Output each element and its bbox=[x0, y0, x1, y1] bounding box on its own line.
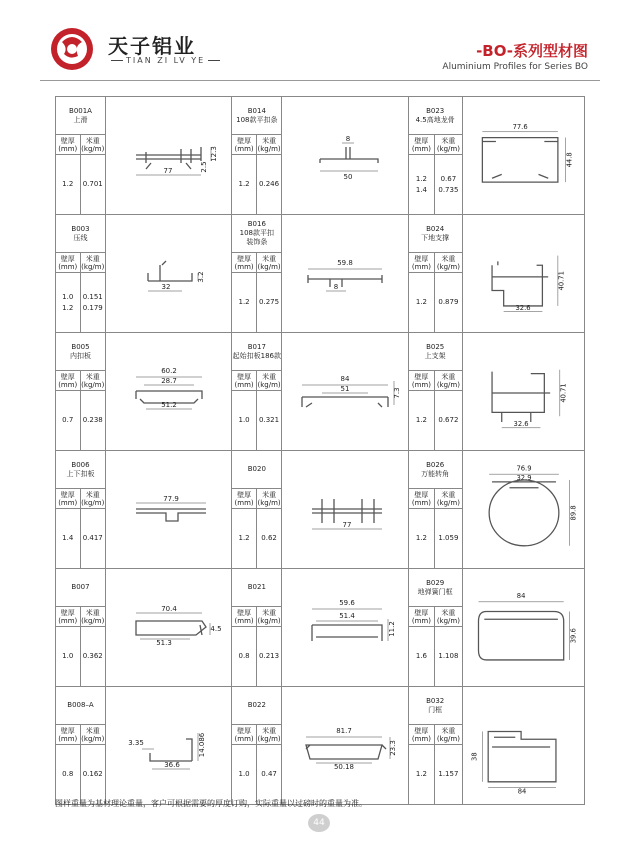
profile-cell bbox=[232, 215, 408, 333]
profile-section-diagram bbox=[282, 687, 408, 804]
profile-header bbox=[232, 725, 281, 745]
profile-values bbox=[409, 627, 462, 686]
thickness-header: 壁厚 (mm) bbox=[56, 371, 81, 390]
profile-header bbox=[409, 489, 462, 509]
dimension-label: 81.7 bbox=[336, 727, 353, 735]
profile-info bbox=[409, 97, 463, 214]
dimension-label: 89.8 bbox=[568, 505, 577, 521]
dimension-label: 76.9 bbox=[516, 464, 532, 473]
profile-info bbox=[56, 451, 106, 568]
profile-drawing bbox=[282, 215, 408, 332]
profile-shape bbox=[478, 612, 563, 660]
thickness-header: 壁厚 (mm) bbox=[56, 725, 81, 744]
profile-values bbox=[232, 509, 281, 568]
thickness-value: 1.4 bbox=[56, 509, 81, 568]
weight-header: 米重 (kg/m) bbox=[81, 491, 105, 507]
profile-code: B020 bbox=[232, 451, 281, 489]
dimension-label: 59.6 bbox=[339, 599, 356, 607]
thickness-value: 0.7 bbox=[56, 391, 81, 450]
dimension-label: 44.8 bbox=[565, 152, 574, 168]
profile-cell bbox=[56, 569, 232, 687]
weight-value: 0.62 bbox=[261, 534, 277, 542]
weight-header: 米重 (kg/m) bbox=[257, 609, 281, 625]
weight-value: 0.151 0.179 bbox=[82, 292, 103, 312]
profile-code: B025 上支架 bbox=[409, 333, 462, 371]
dimension-label: 51.4 bbox=[339, 612, 356, 620]
profile-info bbox=[56, 215, 106, 332]
dimension-line bbox=[478, 602, 569, 660]
profile-shape bbox=[308, 275, 382, 287]
profile-shape bbox=[136, 147, 201, 169]
weight-header: 米重 (kg/m) bbox=[436, 727, 460, 743]
profile-header bbox=[232, 371, 281, 391]
weight-header: 米重 (kg/m) bbox=[81, 137, 105, 153]
profile-info bbox=[56, 569, 106, 686]
profile-drawing bbox=[106, 687, 232, 804]
brand-logo-icon bbox=[44, 24, 106, 74]
dimension-label: 77.9 bbox=[163, 495, 179, 503]
profile-section-diagram bbox=[106, 97, 232, 214]
brand-name-cn: 天子铝业 bbox=[108, 34, 196, 58]
profile-values bbox=[56, 155, 105, 214]
weight-value: 0.879 bbox=[438, 298, 459, 306]
profile-code: B007 bbox=[56, 569, 105, 607]
profile-drawing bbox=[282, 97, 408, 214]
profile-cell bbox=[232, 451, 408, 569]
thickness-value: 1.0 bbox=[56, 627, 81, 686]
profile-drawing bbox=[282, 333, 408, 450]
thickness-header: 壁厚 (mm) bbox=[232, 607, 257, 626]
profile-code: B003 压线 bbox=[56, 215, 105, 253]
dimension-label: 32.6 bbox=[515, 303, 531, 312]
profile-info bbox=[56, 687, 106, 804]
weight-value: 0.672 bbox=[438, 416, 459, 424]
thickness-value: 0.8 bbox=[56, 745, 81, 804]
profile-shape bbox=[302, 397, 388, 407]
profile-info bbox=[409, 687, 463, 804]
weight-value: 0.238 bbox=[82, 416, 103, 424]
weight-header: 米重 (kg/m) bbox=[257, 373, 281, 389]
profile-code: B026 万能转角 bbox=[409, 451, 462, 489]
profile-drawing bbox=[463, 451, 585, 568]
profile-values bbox=[56, 627, 105, 686]
profile-header bbox=[56, 253, 105, 273]
profile-header bbox=[56, 725, 105, 745]
profile-code: B029 地弹簧门框 bbox=[409, 569, 462, 607]
thickness-value: 1.2 bbox=[232, 273, 257, 332]
thickness-header: 壁厚 (mm) bbox=[56, 135, 81, 154]
profile-code: B022 bbox=[232, 687, 281, 725]
thickness-header: 壁厚 (mm) bbox=[409, 607, 436, 626]
weight-value: 0.275 bbox=[259, 298, 280, 306]
weight-header: 米重 (kg/m) bbox=[257, 491, 281, 507]
profile-header bbox=[56, 371, 105, 391]
dimension-label: 40.71 bbox=[559, 383, 568, 403]
dimension-line bbox=[482, 731, 556, 787]
thickness-value: 1.2 bbox=[409, 509, 436, 568]
profile-code: B021 bbox=[232, 569, 281, 607]
profile-values bbox=[232, 391, 281, 450]
header-divider bbox=[40, 80, 600, 81]
thickness-value: 1.2 1.4 bbox=[409, 155, 436, 214]
profile-cell bbox=[408, 333, 584, 451]
thickness-header: 壁厚 (mm) bbox=[232, 135, 257, 154]
profile-header bbox=[56, 135, 105, 155]
profile-table bbox=[55, 96, 585, 805]
profile-cell bbox=[232, 687, 408, 805]
table-row bbox=[56, 687, 585, 805]
profile-section-diagram bbox=[463, 215, 585, 332]
dimension-label: 59.8 bbox=[337, 259, 354, 267]
profile-drawing bbox=[463, 569, 585, 686]
profile-values bbox=[56, 745, 105, 804]
thickness-header: 壁厚 (mm) bbox=[409, 253, 436, 272]
profile-section-diagram bbox=[106, 569, 232, 686]
dimension-label: 11.2 bbox=[388, 621, 397, 637]
thickness-header: 壁厚 (mm) bbox=[232, 253, 257, 272]
thickness-header: 壁厚 (mm) bbox=[56, 607, 81, 626]
dimension-label: 50.18 bbox=[334, 763, 355, 771]
thickness-value: 1.2 bbox=[409, 745, 436, 804]
profile-section-diagram bbox=[463, 97, 585, 214]
thickness-value: 1.2 bbox=[409, 391, 436, 450]
profile-drawing bbox=[106, 569, 232, 686]
profile-cell bbox=[408, 215, 584, 333]
thickness-header: 壁厚 (mm) bbox=[56, 253, 81, 272]
profile-values bbox=[232, 745, 281, 804]
profile-info bbox=[409, 451, 463, 568]
profile-values bbox=[56, 391, 105, 450]
thickness-value: 1.0 bbox=[232, 745, 257, 804]
dimension-label: 2.5 bbox=[200, 161, 208, 173]
table-row bbox=[56, 451, 585, 569]
profile-code: B016 108款平扣 装饰条 bbox=[232, 215, 281, 253]
dimension-label: 8 bbox=[346, 135, 351, 143]
dimension-label: 8 bbox=[334, 283, 339, 291]
dimension-label: 7.3 bbox=[393, 387, 402, 399]
profile-shape bbox=[320, 147, 378, 163]
profile-info bbox=[232, 569, 282, 686]
weight-value: 0.321 bbox=[259, 416, 280, 424]
profile-shape bbox=[492, 372, 550, 422]
thickness-value: 1.0 1.2 bbox=[56, 273, 81, 332]
profile-code: B008–A bbox=[56, 687, 105, 725]
profile-drawing bbox=[106, 97, 232, 214]
profile-drawing bbox=[282, 451, 408, 568]
weight-header: 米重 (kg/m) bbox=[81, 373, 105, 389]
weight-value: 1.108 bbox=[438, 652, 459, 660]
profile-header bbox=[232, 135, 281, 155]
profile-cell bbox=[56, 451, 232, 569]
profile-info bbox=[232, 451, 282, 568]
profile-section-diagram bbox=[463, 569, 585, 686]
dimension-line bbox=[482, 132, 565, 182]
profile-code: B017 起始扣板186款 bbox=[232, 333, 281, 371]
profile-header bbox=[56, 607, 105, 627]
weight-header: 米重 (kg/m) bbox=[257, 727, 281, 743]
profile-shape bbox=[488, 731, 556, 781]
weight-value: 0.701 bbox=[82, 180, 103, 188]
profile-header bbox=[232, 607, 281, 627]
thickness-header: 壁厚 (mm) bbox=[409, 135, 436, 154]
thickness-header: 壁厚 (mm) bbox=[409, 725, 436, 744]
profile-values bbox=[232, 273, 281, 332]
weight-header: 米重 (kg/m) bbox=[436, 609, 460, 625]
thickness-header: 壁厚 (mm) bbox=[409, 371, 436, 390]
profile-header bbox=[409, 725, 462, 745]
dimension-label: 23.3 bbox=[389, 740, 398, 756]
profile-values bbox=[232, 155, 281, 214]
table-row bbox=[56, 215, 585, 333]
thickness-value: 1.0 bbox=[232, 391, 257, 450]
profile-code: B005 内扣板 bbox=[56, 333, 105, 371]
profile-drawing bbox=[106, 215, 232, 332]
profile-section-diagram bbox=[282, 215, 408, 332]
profile-info bbox=[232, 97, 282, 214]
thickness-header: 壁厚 (mm) bbox=[409, 489, 436, 508]
profile-cell bbox=[408, 687, 584, 805]
profile-shape bbox=[136, 621, 206, 635]
profile-drawing bbox=[463, 687, 585, 804]
weight-value: 0.67 0.735 bbox=[438, 174, 459, 194]
profile-cell bbox=[56, 687, 232, 805]
profile-header bbox=[56, 489, 105, 509]
profile-cell bbox=[232, 569, 408, 687]
profile-cell bbox=[408, 97, 584, 215]
profile-values bbox=[56, 273, 105, 332]
profile-cell bbox=[56, 97, 232, 215]
profile-values bbox=[409, 273, 462, 332]
profile-info bbox=[232, 687, 282, 804]
thickness-value: 1.2 bbox=[56, 155, 81, 214]
dimension-line bbox=[503, 256, 557, 312]
dimension-label: 3.2 bbox=[197, 271, 205, 283]
thickness-header: 壁厚 (mm) bbox=[232, 489, 257, 508]
thickness-value: 1.2 bbox=[232, 509, 257, 568]
table-row bbox=[56, 333, 585, 451]
profile-shape bbox=[312, 499, 382, 523]
dimension-label: 32.9 bbox=[516, 473, 532, 482]
weight-header: 米重 (kg/m) bbox=[436, 137, 460, 153]
thickness-value: 1.2 bbox=[409, 273, 436, 332]
profile-cell bbox=[408, 569, 584, 687]
profile-cell bbox=[408, 451, 584, 569]
profile-info bbox=[409, 333, 463, 450]
dimension-label: 84 bbox=[517, 787, 527, 796]
profile-info bbox=[56, 333, 106, 450]
profile-values bbox=[409, 509, 462, 568]
weight-value: 1.059 bbox=[438, 534, 459, 542]
dimension-label: 3.35 bbox=[128, 739, 144, 747]
brand-name-en: TIAN ZI LV YE bbox=[108, 56, 223, 65]
dimension-label: 60.2 bbox=[161, 367, 177, 375]
profile-values bbox=[409, 155, 462, 214]
dimension-label: 28.7 bbox=[161, 377, 177, 385]
profile-code: B006 上下扣板 bbox=[56, 451, 105, 489]
profile-info bbox=[232, 215, 282, 332]
weight-value: 0.47 bbox=[261, 770, 277, 778]
dimension-label: 84 bbox=[340, 375, 350, 383]
profile-cell bbox=[56, 333, 232, 451]
profile-values bbox=[409, 391, 462, 450]
dimension-label: 84 bbox=[516, 591, 526, 600]
dimension-label: 36.6 bbox=[164, 761, 180, 769]
profile-section-diagram bbox=[282, 569, 408, 686]
dimension-line bbox=[489, 474, 569, 546]
dimension-label: 12.3 bbox=[210, 146, 218, 162]
profile-drawing bbox=[463, 97, 585, 214]
profile-drawing bbox=[282, 687, 408, 804]
profile-shape bbox=[492, 261, 548, 306]
dimension-label: 32 bbox=[161, 283, 171, 291]
profile-section-diagram bbox=[463, 451, 585, 568]
dimension-label: 51.3 bbox=[156, 639, 172, 647]
weight-value: 0.417 bbox=[82, 534, 103, 542]
dimension-label: 39.6 bbox=[568, 628, 577, 644]
dimension-label: 4.5 bbox=[210, 625, 222, 633]
profile-drawing bbox=[463, 215, 585, 332]
dimension-label: 77.6 bbox=[512, 122, 528, 131]
dimension-line bbox=[308, 269, 382, 291]
profile-shape bbox=[489, 480, 559, 546]
table-row bbox=[56, 97, 585, 215]
profile-section-diagram bbox=[282, 451, 408, 568]
thickness-value: 1.2 bbox=[232, 155, 257, 214]
page-number: 44 bbox=[308, 814, 330, 832]
weight-header: 米重 (kg/m) bbox=[436, 491, 460, 507]
thickness-header: 壁厚 (mm) bbox=[232, 371, 257, 390]
series-subtitle: Aluminium Profiles for Series BO bbox=[442, 62, 588, 72]
dimension-label: 51 bbox=[340, 385, 350, 393]
profile-code: B014 108款平扣条 bbox=[232, 97, 281, 135]
profile-section-diagram bbox=[463, 687, 585, 804]
profile-header bbox=[232, 489, 281, 509]
profile-header bbox=[409, 607, 462, 627]
profile-code: B023 4.5高地龙骨 bbox=[409, 97, 462, 135]
table-row bbox=[56, 569, 585, 687]
profile-section-diagram bbox=[106, 215, 232, 332]
profile-code: B024 下地支撑 bbox=[409, 215, 462, 253]
profile-info bbox=[56, 97, 106, 214]
weight-header: 米重 (kg/m) bbox=[257, 255, 281, 271]
weight-value: 0.362 bbox=[82, 652, 103, 660]
series-title: -BO-系列型材图 bbox=[476, 42, 588, 60]
profile-drawing bbox=[282, 569, 408, 686]
profile-cell bbox=[232, 97, 408, 215]
weight-value: 0.213 bbox=[259, 652, 280, 660]
profile-shape bbox=[150, 739, 192, 761]
thickness-value: 1.6 bbox=[409, 627, 436, 686]
profile-header bbox=[409, 253, 462, 273]
dimension-label: 50 bbox=[343, 173, 353, 181]
profile-info bbox=[409, 569, 463, 686]
profile-drawing bbox=[106, 451, 232, 568]
dimension-label: 32.6 bbox=[513, 419, 529, 428]
weight-header: 米重 (kg/m) bbox=[257, 137, 281, 153]
weight-header: 米重 (kg/m) bbox=[81, 727, 105, 743]
weight-header: 米重 (kg/m) bbox=[436, 255, 460, 271]
profile-shape bbox=[306, 745, 386, 759]
dimension-line bbox=[320, 143, 378, 171]
thickness-value: 0.8 bbox=[232, 627, 257, 686]
dimension-label: 14.086 bbox=[198, 732, 206, 758]
dimension-label: 40.71 bbox=[557, 271, 566, 291]
weight-value: 0.246 bbox=[259, 180, 280, 188]
profile-cell bbox=[232, 333, 408, 451]
profile-values bbox=[409, 745, 462, 804]
profile-header bbox=[409, 135, 462, 155]
weight-note: 图样重量为基材理论重量，客户可根据需要的厚度订购，实际重量以过磅时的重量为准。 bbox=[55, 799, 367, 808]
profile-info bbox=[232, 333, 282, 450]
weight-value: 1.157 bbox=[438, 770, 459, 778]
weight-header: 米重 (kg/m) bbox=[81, 609, 105, 625]
profile-section-diagram bbox=[282, 333, 408, 450]
profile-section-diagram bbox=[463, 333, 585, 450]
profile-drawing bbox=[463, 333, 585, 450]
profile-shape bbox=[482, 138, 558, 183]
profile-section-diagram bbox=[106, 687, 232, 804]
weight-value: 0.162 bbox=[82, 770, 103, 778]
thickness-header: 壁厚 (mm) bbox=[232, 725, 257, 744]
dimension-label: 77 bbox=[163, 167, 173, 175]
dimension-label: 38 bbox=[470, 752, 479, 761]
profile-values bbox=[56, 509, 105, 568]
dimension-label: 77 bbox=[342, 521, 352, 529]
profile-code: B001A 上滑 bbox=[56, 97, 105, 135]
profile-section-diagram bbox=[106, 333, 232, 450]
profile-header bbox=[409, 371, 462, 391]
profile-section-diagram bbox=[106, 451, 232, 568]
profile-cell bbox=[56, 215, 232, 333]
dimension-label: 70.4 bbox=[161, 605, 177, 613]
profile-shape bbox=[148, 261, 192, 281]
profile-values bbox=[232, 627, 281, 686]
profile-shape bbox=[312, 625, 382, 641]
profile-section-diagram bbox=[282, 97, 408, 214]
thickness-header: 壁厚 (mm) bbox=[56, 489, 81, 508]
dimension-label: 51.2 bbox=[161, 401, 177, 409]
profile-info bbox=[409, 215, 463, 332]
dimension-line bbox=[148, 273, 198, 291]
profile-header bbox=[232, 253, 281, 273]
profile-code: B032 门框 bbox=[409, 687, 462, 725]
weight-header: 米重 (kg/m) bbox=[436, 373, 460, 389]
weight-header: 米重 (kg/m) bbox=[81, 255, 105, 271]
profile-shape bbox=[136, 509, 206, 521]
profile-drawing bbox=[106, 333, 232, 450]
